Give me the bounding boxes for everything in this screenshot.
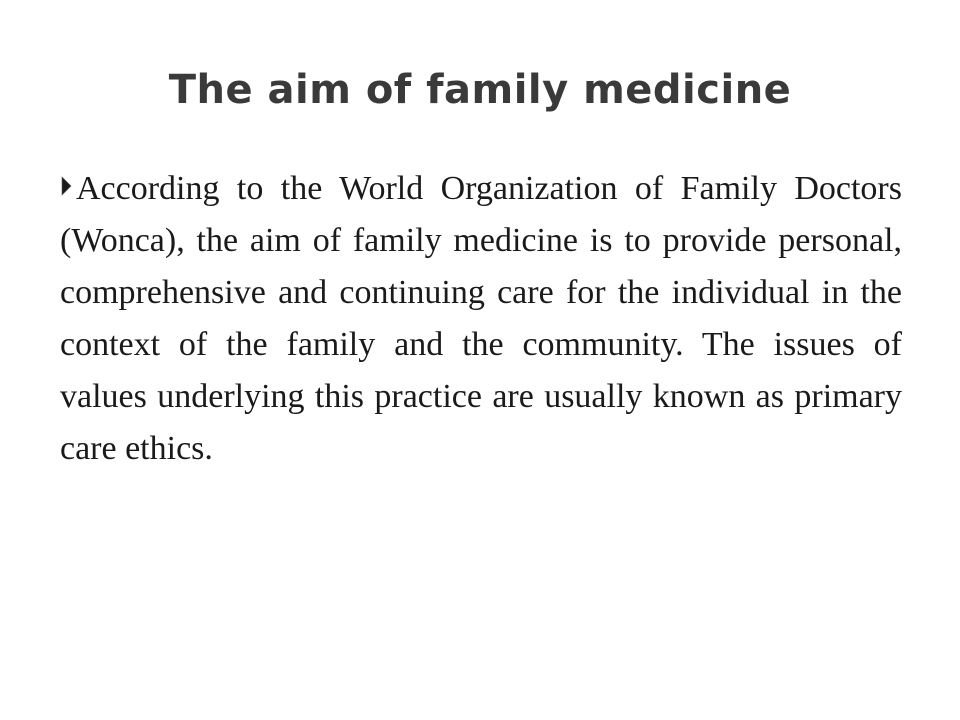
triangle-bullet-icon [60, 162, 74, 186]
bullet-paragraph [60, 162, 902, 475]
bullet-text: According to the World Organization of Family Doctors (Wonca), the aim of family medicine is to provide personal, comprehensive and continuing care for the individual in the context of the family and the community. The issues of values underlying this practice are usually known as primary care ethics. [60, 170, 902, 467]
slide-title: The aim of family medicine [168, 67, 792, 113]
